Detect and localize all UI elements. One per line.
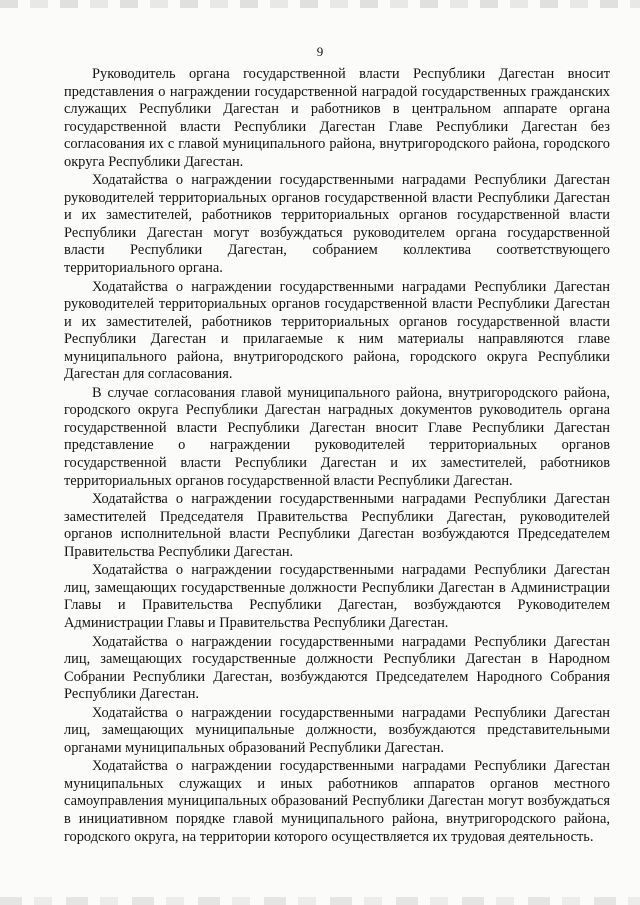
paragraph: Ходатайства о награждении государственными наградами Республики Дагестан лиц, замещающих муниципальные должности, возбуждаются представительными органами муниципальных образований Республики Дагестан. bbox=[64, 704, 610, 756]
scan-edge-bottom bbox=[0, 897, 640, 905]
scan-edge-top bbox=[0, 0, 640, 8]
paragraph: Ходатайства о награждении государственными наградами Республики Дагестан заместителей Председателя Правительства Республики Дагестан, руководителей органов исполнительной власти Республики Дагестан возбуждаются Председателем Правительства Республики Дагестан. bbox=[64, 491, 610, 560]
page-number: 9 bbox=[316, 44, 324, 59]
paragraph: Ходатайства о награждении государственными наградами Республики Дагестан руководителей территориальных органов государственной власти Республики Дагестан и их заместителей, работников территориальных органов государственной власти Республики Дагестан могут возбуждаться руководителем органа государственной власти Республики Дагестан, собранием коллектива соответствующего территориального органа. bbox=[64, 172, 610, 277]
paragraph: Ходатайства о награждении государственными наградами Республики Дагестан руководителей территориальных органов государственной власти Республики Дагестан и их заместителей, работников территориальных органов государственной власти Республики Дагестан и прилагаемые к ним материалы направляются главе муниципального района, внутригородского района, городского округа Республики Дагестан для согласования. bbox=[64, 278, 610, 383]
paragraph: Ходатайства о награждении государственными наградами Республики Дагестан лиц, замещающих государственные должности Республики Дагестан в Народном Собрании Республики Дагестан, возбуждаются Председателем Народного Собрания Республики Дагестан. bbox=[64, 633, 610, 703]
paragraph: Ходатайства о награждении государственными наградами Республики Дагестан лиц, замещающих государственные должности Республики Дагестан в Администрации Главы и Правительства Республики Дагестан, возбуждаются Руководителем Администрации Главы и Правительства Республики Дагестан. bbox=[64, 562, 610, 631]
paragraph: Ходатайства о награждении государственными наградами Республики Дагестан муниципальных служащих и иных работников аппаратов органов местного самоуправления муниципальных образований Республики Дагестан могут возбуждаться в инициативном порядке главой муниципального района, внутригородского района, городского округа, на территории которого осуществляется их трудовая деятельность. bbox=[64, 758, 610, 845]
document-body bbox=[64, 66, 610, 847]
paragraph: Руководитель органа государственной власти Республики Дагестан вносит представления о награждении государственной наградой государственных гражданских служащих Республики Дагестан и работников в центральном аппарате органа государственной власти Республики Дагестан Главе Республики Дагестан без согласования их с главой муниципального района, внутригородского района, городского округа Республики Дагестан. bbox=[64, 66, 610, 170]
paragraph: В случае согласования главой муниципального района, внутригородского района, городского округа Республики Дагестан наградных документов руководитель органа государственной власти Республики Дагестан вносит Главе Республики Дагестан представление о награждении руководителей территориальных органов государственной власти Республики Дагестан и их заместителей, работников территориальных органов государственной власти Республики Дагестан. bbox=[64, 384, 610, 489]
